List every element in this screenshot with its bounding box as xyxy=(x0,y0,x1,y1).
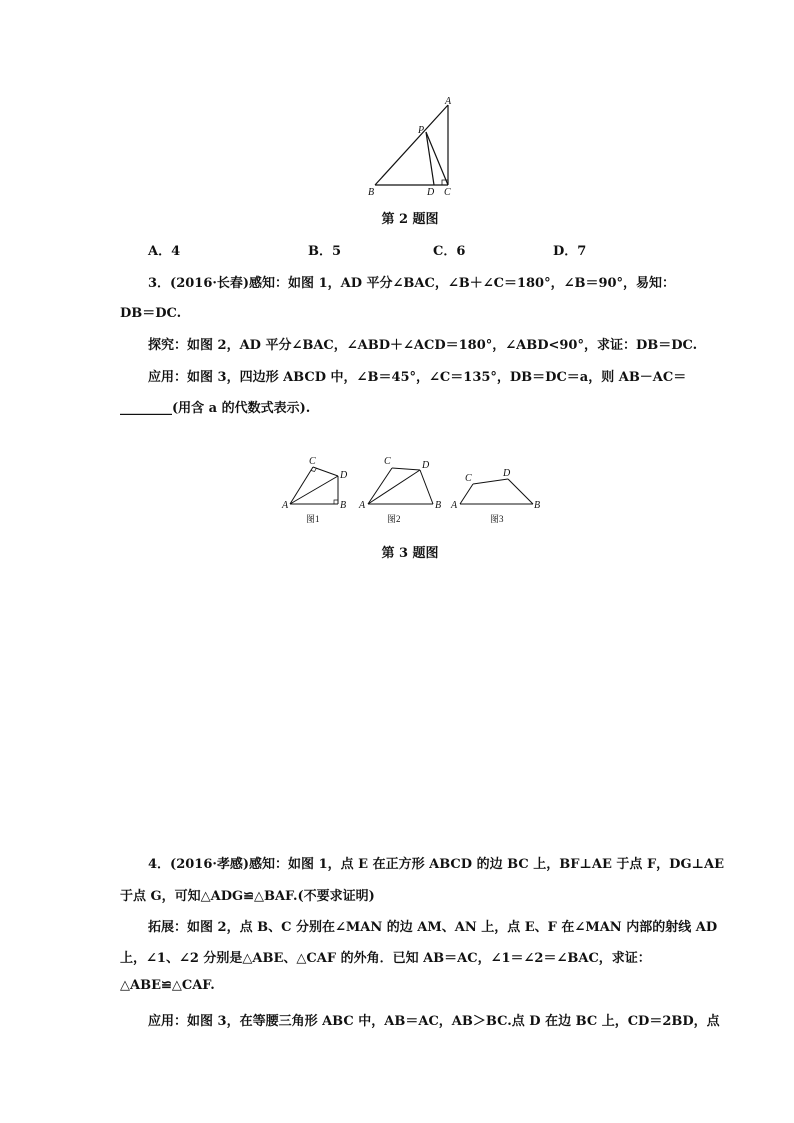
label-d: D xyxy=(427,187,435,198)
fig2-label-a: A xyxy=(359,500,366,511)
fig3-ac xyxy=(460,484,473,504)
fig2-db xyxy=(420,470,433,504)
fig3-label-b: B xyxy=(534,500,540,511)
q3-line-3: 探究：如图 2，AD 平分∠BAC，∠ABD＋∠ACD＝180°，∠ABD<90°，求证：DB＝DC. xyxy=(148,338,698,353)
segment-ab xyxy=(375,105,448,185)
q3-line-2: DB＝DC. xyxy=(120,306,182,321)
option-d: D．7 xyxy=(553,244,587,259)
fig1-ac xyxy=(290,467,313,504)
figure-q3 xyxy=(280,452,540,532)
fig1-label-c: C xyxy=(309,456,316,467)
option-c: C．6 xyxy=(433,244,466,259)
q4-line-4: 上，∠1、∠2 分别是△ABE、△CAF 的外角．已知 AB＝AC，∠1＝∠2＝∠BAC，求证： xyxy=(120,951,651,966)
option-b: B．5 xyxy=(308,244,342,259)
q4-line-5: △ABE≌△CAF. xyxy=(120,978,215,993)
q3-line-1: 3．(2016·长春)感知：如图 1，AD 平分∠BAC，∠B＋∠C＝180°，∠B＝90°，易知： xyxy=(148,276,676,291)
figure-q3-2 xyxy=(368,468,433,504)
figure-q2 xyxy=(360,95,470,205)
fig2-label-d: D xyxy=(422,460,430,471)
label-b: B xyxy=(368,187,375,198)
segment-pc xyxy=(426,132,448,185)
fig1-cd xyxy=(313,467,338,476)
label-a: A xyxy=(445,96,452,107)
fig3-cd xyxy=(473,479,508,484)
fig1-label-d: D xyxy=(340,470,348,481)
figure-q3-caption: 第 3 题图 xyxy=(381,546,439,561)
option-a: A．4 xyxy=(148,244,181,259)
fig3-db xyxy=(508,479,533,504)
fig3-label-c: C xyxy=(465,473,472,484)
label-c: C xyxy=(444,187,451,198)
fig1-caption: 图1 xyxy=(306,514,320,524)
fig3-caption: 图3 xyxy=(490,514,504,524)
fig1-label-a: A xyxy=(282,500,289,511)
segment-pd xyxy=(426,132,434,185)
fig3-label-a: A xyxy=(451,500,458,511)
fig1-label-b: B xyxy=(340,500,347,511)
q3-line-4: 应用：如图 3，四边形 ABCD 中，∠B＝45°，∠C＝135°，DB＝DC＝a，则 AB－AC＝ xyxy=(148,370,687,385)
fig2-label-b: B xyxy=(435,500,442,511)
q4-line-2: 于点 G，可知△ADG≌△BAF.(不要求证明) xyxy=(120,889,375,904)
label-p: P xyxy=(418,125,425,136)
figure-q2-caption: 第 2 题图 xyxy=(381,212,439,227)
fig2-cd xyxy=(392,468,420,470)
fig2-ad xyxy=(368,470,420,504)
fig2-caption: 图2 xyxy=(387,514,401,524)
fig2-ac xyxy=(368,468,392,504)
q3-line-5: ________(用含 a 的代数式表示). xyxy=(120,401,311,416)
fig1-right-angle-b xyxy=(334,500,338,504)
figure-q3-1 xyxy=(290,467,338,504)
q4-line-6: 应用：如图 3，在等腰三角形 ABC 中，AB＝AC，AB＞BC.点 D 在边 BC 上，CD＝2BD，点 xyxy=(148,1014,720,1029)
fig1-ad xyxy=(290,476,338,504)
q4-line-3: 拓展：如图 2，点 B、C 分别在∠MAN 的边 AM、AN 上，点 E、F 在∠MAN 内部的射线 AD xyxy=(148,920,718,935)
fig2-label-c: C xyxy=(384,456,391,467)
q4-line-1: 4．(2016·孝感)感知：如图 1，点 E 在正方形 ABCD 的边 BC 上，BF⊥AE 于点 F，DG⊥AE xyxy=(148,857,725,872)
fig3-label-d: D xyxy=(503,468,511,479)
